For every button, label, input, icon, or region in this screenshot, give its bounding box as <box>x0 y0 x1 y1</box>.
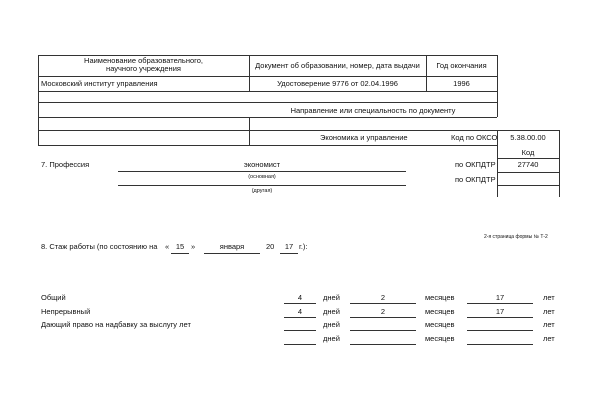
direction-header: Направление или специальность по документу <box>290 106 456 115</box>
months-line <box>350 330 416 331</box>
years-label: лет <box>543 334 555 343</box>
okpdtr-code-1: 27740 <box>517 160 539 169</box>
code-header: Код <box>521 148 535 157</box>
years-line <box>467 330 533 331</box>
date-month-line <box>204 253 260 254</box>
years-line <box>467 303 533 304</box>
days-label: дней <box>323 293 340 302</box>
months-label: месяцев <box>425 307 455 316</box>
days-label: дней <box>323 307 340 316</box>
row1-year: 1996 <box>453 79 470 88</box>
code-column-right <box>559 130 560 197</box>
months-line <box>350 303 416 304</box>
date-day: 15 <box>175 242 185 251</box>
row1-document: Удостоверение 9776 от 02.04.1996 <box>277 79 398 88</box>
okpdtr-label-1: по ОКПДТР <box>455 160 496 169</box>
profession-main-line <box>118 171 406 172</box>
months-line <box>350 317 416 318</box>
years-label: лет <box>543 307 555 316</box>
date-year: 17 <box>284 242 294 251</box>
specialty-value: Экономика и управление <box>320 133 408 142</box>
table-header-bottom <box>38 76 497 77</box>
okso-code: 5.38.00.00 <box>510 133 546 142</box>
row1-institution: Московский институт управления <box>41 79 158 88</box>
okpdtr-label-2: по ОКПДТР <box>455 175 496 184</box>
header-year: Год окончания <box>436 61 487 70</box>
table-row4-bottom <box>38 130 559 131</box>
header-institution: Наименование образовательного, научного учреждения <box>84 56 203 73</box>
experience-row-months: 2 <box>380 307 386 316</box>
profession-main-caption: (основная) <box>248 174 276 180</box>
page-note: 2-я страница формы № Т-2 <box>484 234 548 240</box>
experience-row-years: 17 <box>495 293 505 302</box>
date-year-line <box>280 253 298 254</box>
experience-row-days: 4 <box>297 307 303 316</box>
years-line <box>467 344 533 345</box>
days-label: дней <box>323 320 340 329</box>
header-document: Документ об образовании, номер, дата выдачи <box>255 61 420 70</box>
code-header-line <box>497 158 559 159</box>
experience-row-years: 17 <box>495 307 505 316</box>
experience-row-name: Непрерывный <box>41 307 91 316</box>
table-border-right-upper <box>497 55 498 117</box>
experience-row-days: 4 <box>297 293 303 302</box>
profession-other-caption: (другая) <box>251 188 273 194</box>
table-row1-bottom <box>38 91 497 92</box>
profession-main-value: экономист <box>243 160 281 169</box>
days-line <box>284 330 316 331</box>
okso-label: Код по ОКСО <box>451 133 498 142</box>
months-label: месяцев <box>425 293 455 302</box>
days-line <box>284 303 316 304</box>
days-line <box>284 317 316 318</box>
table-border-bottom <box>38 145 497 146</box>
table-col-divider-1b <box>249 117 250 145</box>
date-century: 20 <box>266 242 275 251</box>
date-month: января <box>219 242 245 251</box>
experience-row-name: Дающий право на надбавку за выслугу лет <box>41 320 191 329</box>
years-label: лет <box>543 293 555 302</box>
date-day-line <box>171 253 189 254</box>
quote-open: « <box>165 242 170 251</box>
profession-other-line <box>118 185 406 186</box>
years-line <box>467 317 533 318</box>
experience-label: 8. Стаж работы (по состоянию на <box>41 242 158 251</box>
years-label: лет <box>543 320 555 329</box>
code-row2-line <box>497 185 559 186</box>
months-label: месяцев <box>425 334 455 343</box>
date-year-suffix: г.): <box>299 242 308 251</box>
quote-close: » <box>191 242 196 251</box>
experience-row-months: 2 <box>380 293 386 302</box>
days-label: дней <box>323 334 340 343</box>
table-row3-bottom <box>38 117 497 118</box>
table-row2-bottom <box>38 102 497 103</box>
experience-row-name: Общий <box>41 293 66 302</box>
days-line <box>284 344 316 345</box>
months-label: месяцев <box>425 320 455 329</box>
code-row1-line <box>497 172 559 173</box>
months-line <box>350 344 416 345</box>
profession-label: 7. Профессия <box>41 160 90 169</box>
